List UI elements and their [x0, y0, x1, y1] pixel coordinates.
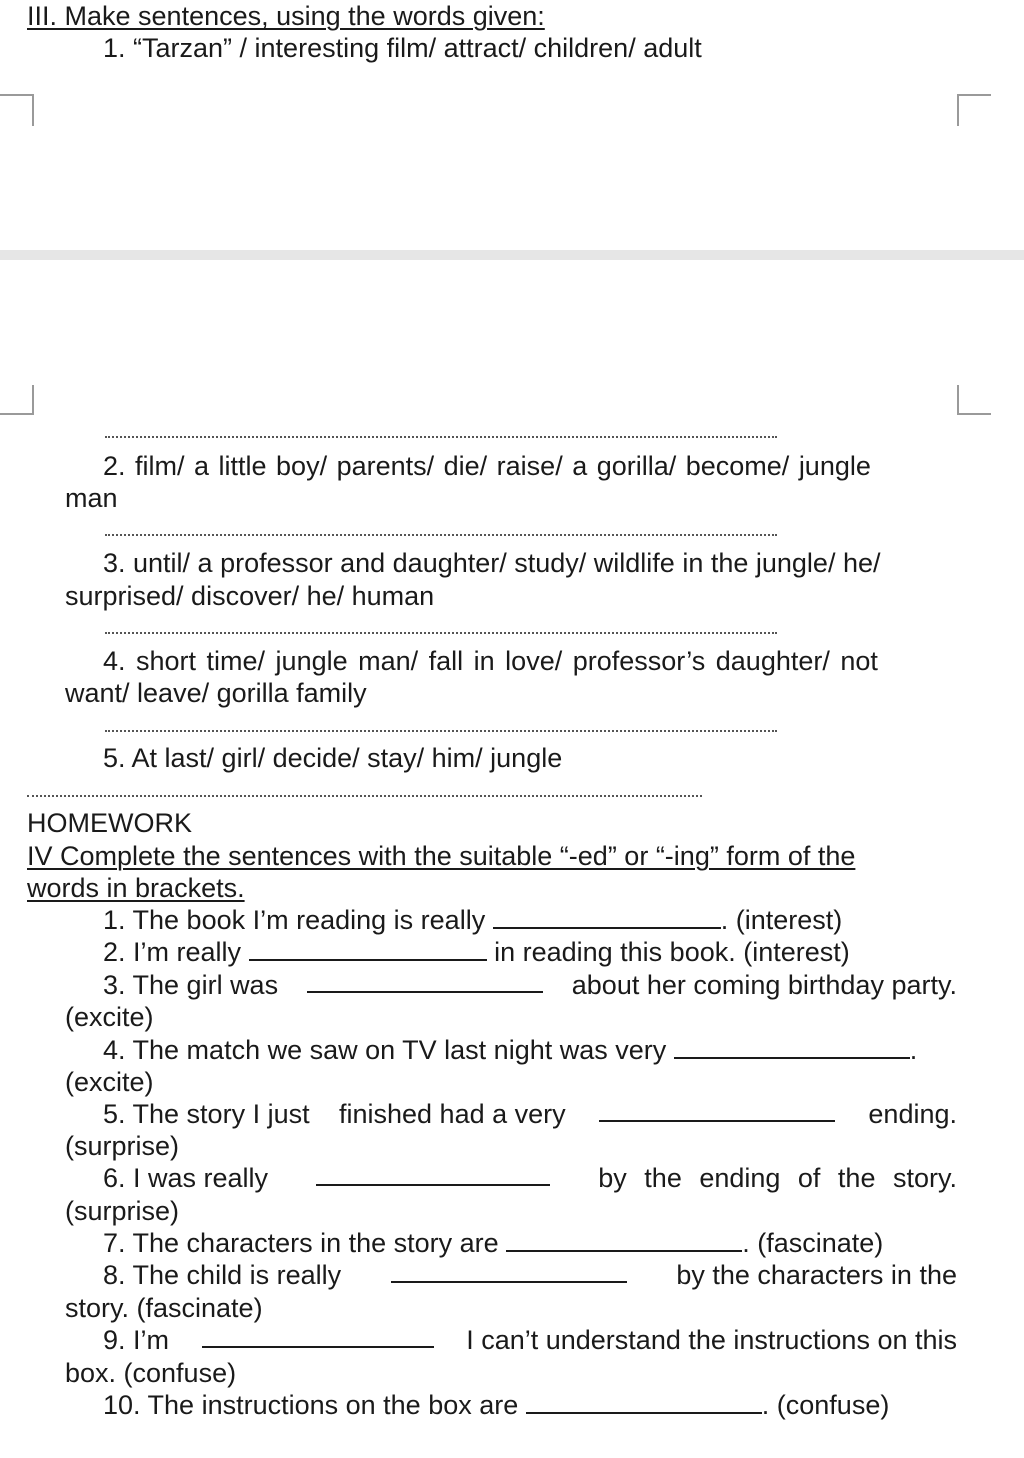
question-2-hint: in reading this book. (interest) — [494, 937, 850, 967]
question-8-hint: story. (fascinate) — [65, 1293, 263, 1323]
question-4 — [103, 1034, 917, 1066]
question-5-hint: (surprise) — [65, 1131, 180, 1161]
exercise-item-3: 3. until/ a professor and daughter/ study/ wildlife in the jungle/ he/ — [103, 548, 881, 578]
question-6-text: 6. I was really — [103, 1163, 269, 1193]
question-6-hint: (surprise) — [65, 1196, 180, 1226]
section-3-title: III. Make sentences, using the words given: — [27, 1, 545, 31]
question-8-rest: by the characters in the — [676, 1260, 957, 1290]
question-3-rest: about her coming birthday party. — [571, 970, 957, 1000]
question-4-end: . — [909, 1035, 918, 1065]
answer-blank-4[interactable] — [674, 1035, 910, 1059]
answer-line-3 — [105, 632, 777, 634]
exercise-item-2-cont: man — [65, 483, 118, 513]
question-4-hint: (excite) — [65, 1067, 154, 1097]
page-corner-bottom-right — [957, 385, 991, 415]
question-10 — [103, 1389, 889, 1421]
answer-line-5 — [27, 795, 702, 797]
question-9-rest: I can’t understand the instructions on this — [466, 1325, 957, 1355]
exercise-item-4-cont: want/ leave/ gorilla family — [65, 678, 367, 708]
answer-line-4 — [105, 730, 777, 732]
answer-blank-7[interactable] — [506, 1228, 742, 1252]
page-break — [0, 250, 1024, 260]
question-10-text: 10. The instructions on the box are — [103, 1390, 519, 1420]
page-corner-top-right — [957, 94, 991, 126]
answer-blank-3[interactable] — [307, 969, 543, 993]
answer-blank-5[interactable] — [599, 1098, 835, 1122]
question-7-hint: . (fascinate) — [742, 1228, 884, 1258]
question-7-text: 7. The characters in the story are — [103, 1228, 499, 1258]
exercise-item-2: 2. film/ a little boy/ parents/ die/ raise/ a gorilla/ become/ jungle — [103, 451, 871, 481]
answer-line-1 — [105, 436, 777, 438]
question-8-text: 8. The child is really — [103, 1260, 342, 1290]
question-10-hint: . (confuse) — [761, 1390, 890, 1420]
question-5-rest: ending. — [868, 1099, 957, 1129]
question-4-text: 4. The match we saw on TV last night was very — [103, 1035, 667, 1065]
question-5-text-b: finished had a very — [338, 1099, 566, 1129]
section-4-title-cont: words in brackets. — [27, 873, 245, 903]
question-3-text: 3. The girl was — [103, 970, 279, 1000]
page-corner-bottom-left — [0, 385, 34, 415]
question-6 — [103, 1162, 957, 1194]
question-7 — [103, 1227, 883, 1259]
question-8 — [103, 1259, 957, 1291]
question-6-rest: by the ending of the story. — [598, 1163, 957, 1193]
answer-blank-8[interactable] — [391, 1259, 627, 1283]
question-5 — [103, 1098, 957, 1130]
exercise-item-4: 4. short time/ jungle man/ fall in love/ professor’s daughter/ not — [103, 646, 878, 676]
answer-line-2 — [105, 534, 777, 536]
question-5-text-a: 5. The story I just — [103, 1099, 310, 1129]
answer-blank-6[interactable] — [316, 1162, 550, 1186]
exercise-item-1: 1. “Tarzan” / interesting film/ attract/ children/ adult — [103, 33, 702, 63]
question-1 — [103, 904, 842, 936]
question-2-text: 2. I’m really — [103, 937, 242, 967]
section-4-title: IV Complete the sentences with the suitable “-ed” or “-ing” form of the — [27, 841, 856, 871]
question-3-hint: (excite) — [65, 1002, 154, 1032]
question-1-text: 1. The book I’m reading is really — [103, 905, 486, 935]
answer-blank-9[interactable] — [202, 1324, 434, 1348]
page-corner-top-left — [0, 94, 34, 126]
answer-blank-1[interactable] — [493, 905, 721, 929]
question-9-hint: box. (confuse) — [65, 1358, 237, 1388]
exercise-item-3-cont: surprised/ discover/ he/ human — [65, 581, 435, 611]
exercise-item-5: 5. At last/ girl/ decide/ stay/ him/ jungle — [103, 743, 563, 773]
question-3 — [103, 969, 957, 1001]
homework-heading: HOMEWORK — [27, 808, 192, 838]
question-2 — [103, 936, 850, 968]
answer-blank-10[interactable] — [526, 1390, 762, 1414]
question-9-text: 9. I’m — [103, 1325, 170, 1355]
answer-blank-2[interactable] — [249, 937, 487, 961]
question-1-hint: . (interest) — [720, 905, 843, 935]
question-9 — [103, 1324, 957, 1356]
